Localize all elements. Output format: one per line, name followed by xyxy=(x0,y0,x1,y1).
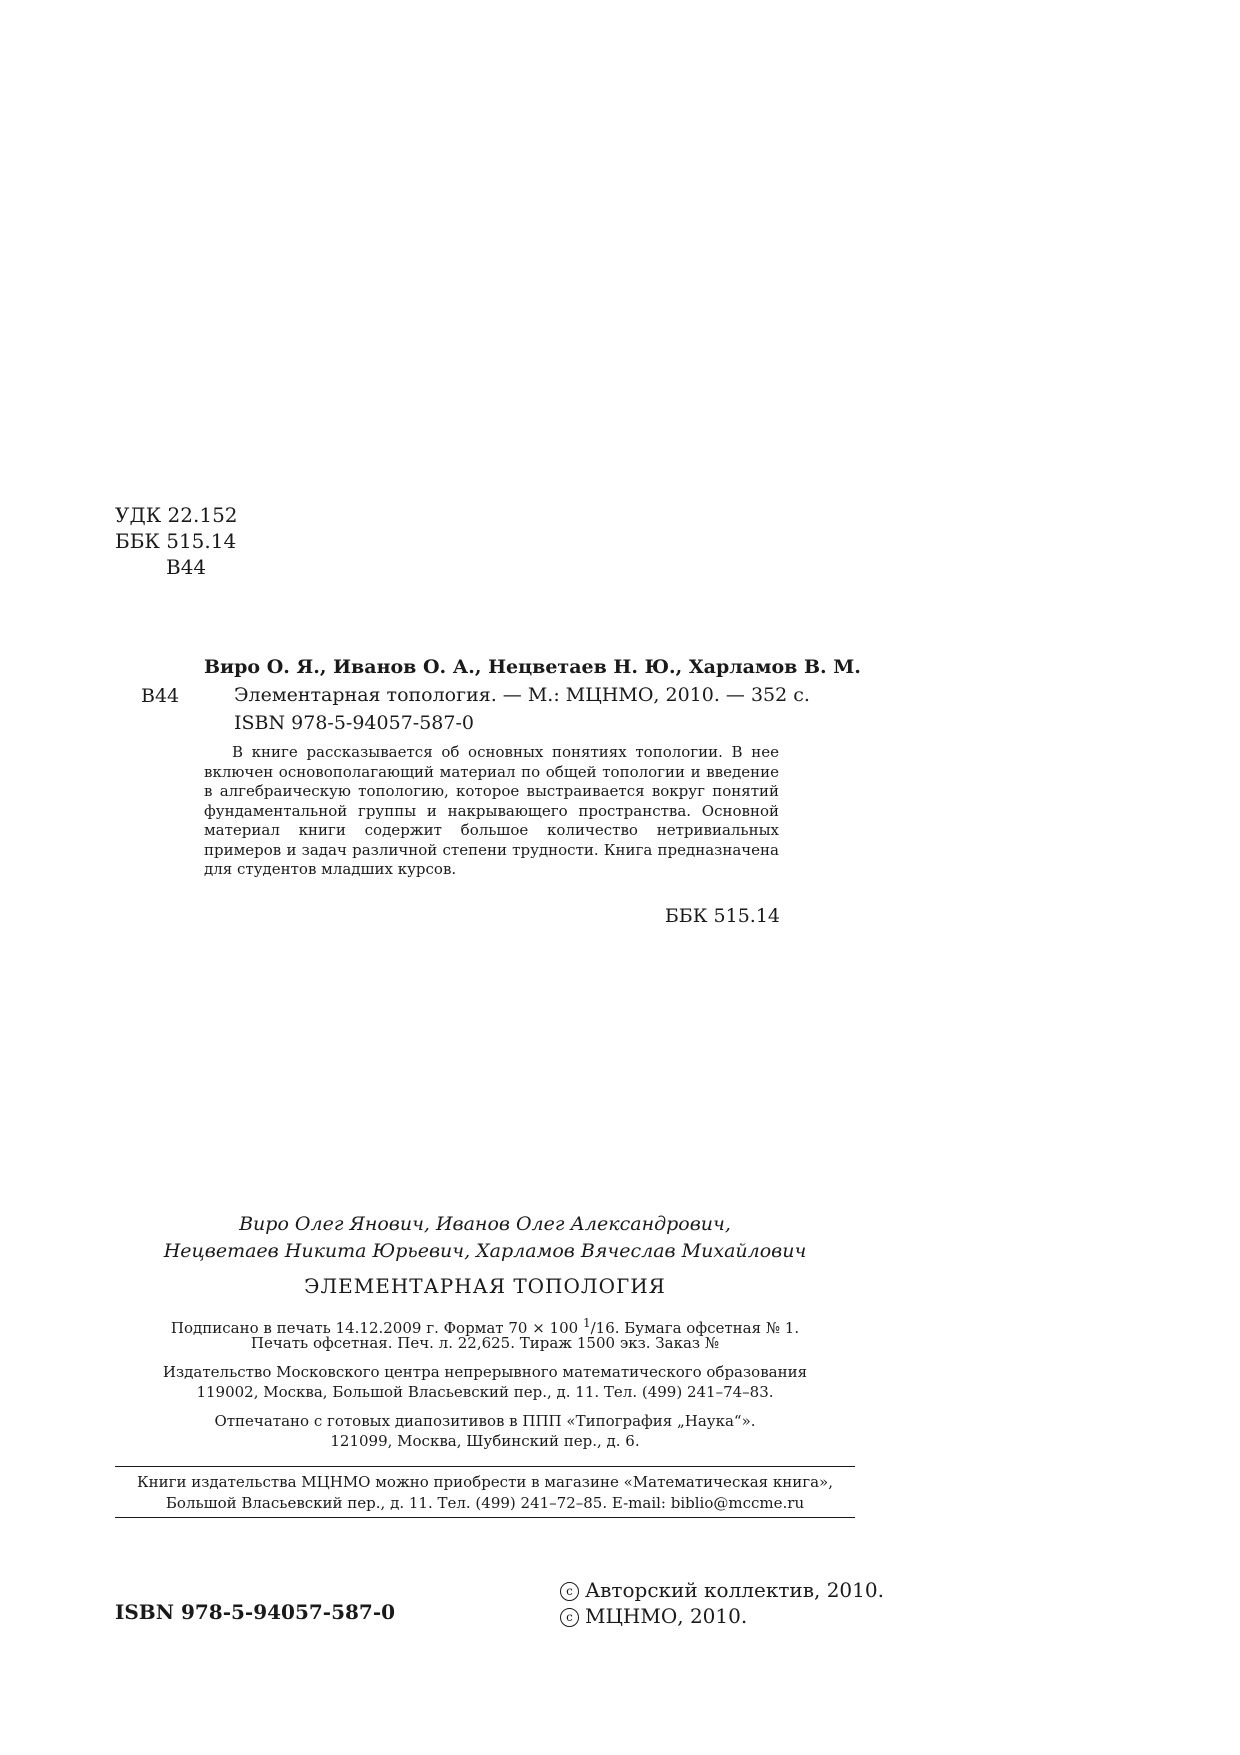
print-details-line-2: Печать офсетная. Печ. л. 22,625. Тираж 1500 экз. Заказ № xyxy=(250,1334,720,1352)
printer-address: 121099, Москва, Шубинский пер., д. 6. xyxy=(330,1432,640,1450)
annotation: В книге рассказывается об основных понятиях топологии. В нее включен основополагающий материал по общей топологии и введение в алгебраическую топологию, которое выстраивается вокруг понятий фундаментальной группы и накрывающего пространства. Основной материал книги содержит большое количество нетривиальных примеров и задач различной степени трудности. Книга предназначена для студентов младших курсов. xyxy=(204,743,779,878)
authors-full-line-2: Нецветаев Никита Юрьевич, Харламов Вячеслав Михайлович xyxy=(163,1240,807,1262)
bibliographic-title: Элементарная топология. — М.: МЦНМО, 2010. — 352 с. xyxy=(234,684,810,706)
copyright-icon: c xyxy=(560,1582,579,1601)
author-mark: В44 xyxy=(166,555,207,579)
author-mark-side: В44 xyxy=(141,685,180,707)
isbn-line: ISBN 978-5-94057-587-0 xyxy=(234,712,474,734)
copyright-publisher: c МЦНМО, 2010. xyxy=(560,1604,747,1628)
divider-bottom xyxy=(115,1517,855,1518)
divider-top xyxy=(115,1466,855,1467)
copyright-icon: c xyxy=(560,1608,579,1627)
printer-name: Отпечатано с готовых диапозитивов в ППП «Типография „Наука“». xyxy=(214,1412,756,1430)
shop-info-line-2: Большой Власьевский пер., д. 11. Тел. (499) 241–72–85. E-mail: biblio@mccme.ru xyxy=(165,1494,805,1512)
authors-full-line-1: Виро Олег Янович, Иванов Олег Александрович, xyxy=(239,1213,731,1235)
udk-code: УДК 22.152 xyxy=(115,503,238,527)
shop-info-line-1: Книги издательства МЦНМО можно приобрести в магазине «Математическая книга», xyxy=(136,1473,834,1491)
copyright-authors: c Авторский коллектив, 2010. xyxy=(560,1578,884,1602)
print-details-line-1: Подписано в печать 14.12.2009 г. Формат 70 × 100 $^1$/16. Бумага офсетная № 1. xyxy=(170,1316,800,1337)
isbn-bold: ISBN 978-5-94057-587-0 xyxy=(115,1600,396,1624)
publisher-name: Издательство Московского центра непрерывного математического образования xyxy=(162,1363,808,1381)
bbk-code-right: ББК 515.14 xyxy=(664,905,780,927)
book-title: ЭЛЕМЕНТАРНАЯ ТОПОЛОГИЯ xyxy=(304,1274,666,1298)
publisher-address: 119002, Москва, Большой Власьевский пер., д. 11. Тел. (499) 241–74–83. xyxy=(196,1383,774,1401)
authors-short: Виро О. Я., Иванов О. А., Нецветаев Н. Ю., Харламов В. М. xyxy=(204,656,861,678)
bbk-code: ББК 515.14 xyxy=(115,529,237,553)
